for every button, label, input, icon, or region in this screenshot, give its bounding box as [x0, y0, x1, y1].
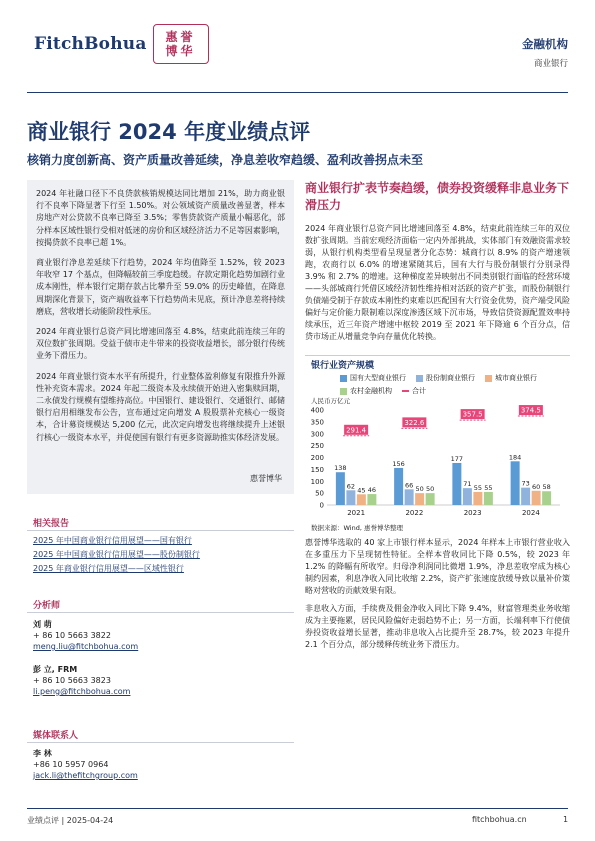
bar — [357, 494, 366, 505]
legend-swatch — [416, 375, 423, 382]
y-tick-label: 350 — [310, 418, 324, 427]
y-tick-label: 300 — [310, 430, 324, 439]
bar — [511, 461, 520, 505]
logo — [34, 24, 209, 64]
section-divider — [27, 742, 294, 743]
media-contact-1 — [33, 748, 138, 781]
data-label: 58 — [542, 483, 551, 492]
related-report-link-1[interactable]: 2025 年中国商业银行信用展望——国有银行 — [33, 536, 192, 545]
data-label: 50 — [425, 485, 435, 494]
section-divider — [27, 530, 294, 531]
y-tick-label: 0 — [319, 501, 324, 510]
y-tick-label: 50 — [315, 489, 324, 498]
y-tick-label: 400 — [310, 406, 324, 415]
report-category — [522, 36, 568, 69]
x-tick-label: 2023 — [463, 509, 482, 517]
bar — [367, 494, 376, 505]
header-divider — [27, 92, 568, 93]
bar — [484, 492, 493, 505]
media-contact-phone: +86 10 5957 0964 — [33, 760, 109, 769]
bar — [542, 491, 551, 505]
media-contacts-heading: 媒体联系人 — [33, 731, 79, 741]
body-paragraph-2: 惠誉博华选取的 40 家上市银行样本显示，2024 年样本上市银行营业收入在多重压力下呈现韧性特征。全样本营收同比下降 0.5%，较 2023 年 1.2% 的降幅有所收窄。归母净利润同比微增 1.9%，净息差收窄成为核心制约因素，利息净收入同比收缩 2.2%，资产扩张速度放缓导致以量补价策略对营收的贡献效果有限。 — [305, 538, 570, 595]
data-label: 62 — [346, 482, 356, 491]
legend-swatch — [485, 375, 492, 382]
x-tick-label: 2024 — [521, 509, 540, 517]
chart-source-note: 数据来源：Wind, 惠誉博华整理 — [311, 524, 403, 532]
summary-box — [27, 180, 294, 494]
data-label: 177 — [450, 454, 464, 463]
data-label: 60 — [531, 482, 541, 491]
data-label: 73 — [521, 479, 530, 488]
data-label: 184 — [508, 453, 522, 462]
analyst-email[interactable]: li.peng@fitchbohua.com — [33, 687, 131, 696]
analyst-2 — [33, 664, 130, 697]
summary-paragraph-3: 2024 年商业银行总资产同比增速回落至 4.8%，结束此前连续三年的双位数扩张周期。受益于债市走牛带来的投资收益增长，部分银行传统业务下滑压力。 — [36, 327, 285, 361]
bar — [405, 489, 414, 505]
y-tick-label: 100 — [310, 477, 324, 486]
page-subtitle: 核销力度创新高、资产质量改善延续，净息差收窄趋缓、盈利改善拐点未至 — [27, 153, 424, 167]
body-paragraph-3: 非息收入方面，手续费及佣金净收入同比下降 9.4%，财富管理类业务收缩成为主要拖累，居民风险偏好走弱趋势不止；另一方面，长端利率下行使债券投资收益增长显著，推动非息收入占比提升至 28.7%，较 2023 年提升 2.1 个百分点，部分缓释传统业务下滑压力。 — [305, 604, 570, 649]
summary-source: 惠誉博华 — [250, 474, 282, 483]
logo-seal-line-2: 博华 — [165, 44, 196, 58]
legend-label: 城市商业银行 — [495, 374, 537, 382]
bar — [426, 493, 435, 505]
bar — [394, 468, 403, 505]
footer-website[interactable]: fitchbohua.cn — [472, 815, 527, 824]
analyst-email[interactable]: meng.liu@fitchbohua.com — [33, 642, 139, 651]
data-label: 55 — [484, 483, 493, 492]
bar — [532, 491, 541, 505]
data-label: 138 — [334, 464, 347, 473]
total-data-label: 374.5 — [520, 406, 541, 415]
chart-title: 银行业资产规模 — [311, 361, 375, 371]
legend-label: 合计 — [412, 387, 426, 395]
legend-swatch — [340, 375, 347, 382]
total-data-label: 357.5 — [462, 410, 483, 419]
bar — [415, 493, 424, 505]
legend-label: 国有大型商业银行 — [350, 374, 406, 382]
bar — [336, 472, 345, 505]
related-report-link-3[interactable]: 2025 年商业银行信用展望——区域性银行 — [33, 564, 184, 573]
section-heading: 商业银行扩表节奏趋缓，债券投资缓释非息业务下滑压力 — [305, 181, 570, 212]
total-data-label: 291.4 — [346, 426, 367, 435]
analyst-phone: + 86 10 5663 3823 — [33, 676, 111, 685]
total-data-label: 322.6 — [404, 418, 425, 427]
y-tick-label: 200 — [310, 454, 324, 462]
analyst-name: 彭 立, FRM — [33, 665, 78, 674]
bar — [463, 488, 472, 505]
category: 金融机构 — [522, 37, 568, 51]
legend-label: 股份制商业银行 — [426, 374, 475, 382]
data-label: 66 — [404, 481, 414, 490]
y-tick-label: 150 — [310, 465, 324, 474]
body-paragraph-1: 2024 年商业银行总资产同比增速回落至 4.8%，结束此前连续三年的双位数扩张周期。当前宏观经济面临一定内外部挑战，实体部门有效融资需求较弱，从银行机构类型看呈现显著分化态势：城商行以 8.9% 的资产增速领跑，农商行以 6.0% 的增速紧随其后，国有大行与股份制银行分别录得 3.9% 和 2.7% 的增速。这种梯度差异映射出不同类别银行面临的经营环境——头部城商行凭借区域经济韧性维持相对活跃的资产扩张，而股份制银行负债端受制于存款成本刚性约束难以匹配国有大行资金优势，资产端受风险偏好与定价能力限制难以深度渗透区域下沉市场，导致信贷资源配置效率持续承压，近三年资产增速中枢较 2019 至 2021 年下降逾 6 个百分点，信贷市场正从增量竞争向存量优化转换。 — [305, 224, 570, 341]
logo-seal-line-1: 惠誉 — [165, 30, 196, 44]
subcategory: 商业银行 — [533, 59, 568, 69]
bar-chart — [305, 395, 570, 523]
legend-item — [340, 373, 406, 383]
summary-paragraph-4: 2024 年商业银行资本水平有所提升，行业整体盈利修复有限推升外源性补充资本需求。2024 年起二级资本及永续债开始进入密集赎回期，二永债发行规模有望维持高位。中国银行、建设银行、交通银行、邮储银行启用相继发布公告，宣布通过定向增发 A 股股票补充核心一级资本，合计募资规模达 5,200 亿元，此次定向增发也将继续提升上述银行核心一级资本水平，并促使国有银行有更多资源助推实体经济发展。 — [36, 371, 285, 442]
bar — [452, 463, 461, 505]
data-label: 45 — [357, 486, 366, 495]
data-label: 50 — [415, 485, 424, 494]
logo-text: FitchBohua — [34, 34, 147, 54]
data-label: 55 — [473, 483, 483, 492]
footer-page-number: 1 — [563, 815, 569, 824]
summary-paragraph-2: 商业银行净息差延续下行趋势，2024 年均值降至 1.52%，较 2023 年收窄 17 个基点，但降幅较前三季度趋缓。存款定期化趋势加剧行业成本刚性，样本银行定期存款占比攀升至 59.0% 的历史峰值，在降息周期深化背景下，资产端收益率下行趋势尚未见底，预计净息差将持续磨底，营收增长动能阶段性承压。 — [36, 258, 285, 316]
bar — [473, 492, 482, 505]
logo-seal — [153, 24, 209, 64]
analysts-heading: 分析师 — [33, 601, 61, 611]
related-report-link-2[interactable]: 2025 年中国商业银行信用展望——股份制银行 — [33, 550, 200, 559]
x-tick-label: 2022 — [405, 509, 424, 517]
media-contact-email[interactable]: jack.li@thefitchgroup.com — [33, 771, 138, 780]
chart-divider — [305, 355, 570, 356]
media-contact-name: 李 林 — [33, 749, 52, 758]
legend-swatch — [340, 388, 347, 395]
analyst-1 — [33, 619, 138, 652]
legend-swatch — [402, 390, 409, 392]
x-tick-label: 2021 — [347, 509, 366, 517]
data-label: 46 — [367, 486, 377, 495]
footer-divider — [27, 808, 568, 809]
related-reports-heading: 相关报告 — [33, 519, 70, 529]
footer-report-info: 业绩点评 | 2025-04-24 — [27, 816, 114, 825]
analyst-name: 刘 萌 — [33, 620, 52, 629]
data-label: 71 — [463, 480, 472, 489]
analyst-phone: + 86 10 5663 3822 — [33, 631, 111, 640]
section-divider — [27, 612, 294, 613]
page-title: 商业银行 2024 年度业绩点评 — [27, 120, 311, 144]
legend-item — [416, 373, 475, 383]
summary-paragraph-1: 2024 年社融口径下不良贷款核销规模达同比增加 21%，助力商业银行不良率下降显著下行至 1.50%。对公领域资产质量改善显著，样本房地产对公贷款不良率已降至 3.5%；零售贷款资产质量小幅恶化，部分样本区域性银行受相对低迷的房价和区域经济活力不足等因素影响，按揭贷款不良率已超 1%。 — [36, 189, 285, 247]
y-tick-label: 250 — [310, 442, 324, 451]
bar — [521, 488, 530, 505]
data-label: 156 — [392, 459, 405, 468]
legend-item — [485, 373, 537, 383]
legend-label: 农村金融机构 — [350, 387, 392, 395]
y-axis-label: 人民币万亿元 — [311, 397, 350, 405]
bar — [346, 490, 355, 505]
